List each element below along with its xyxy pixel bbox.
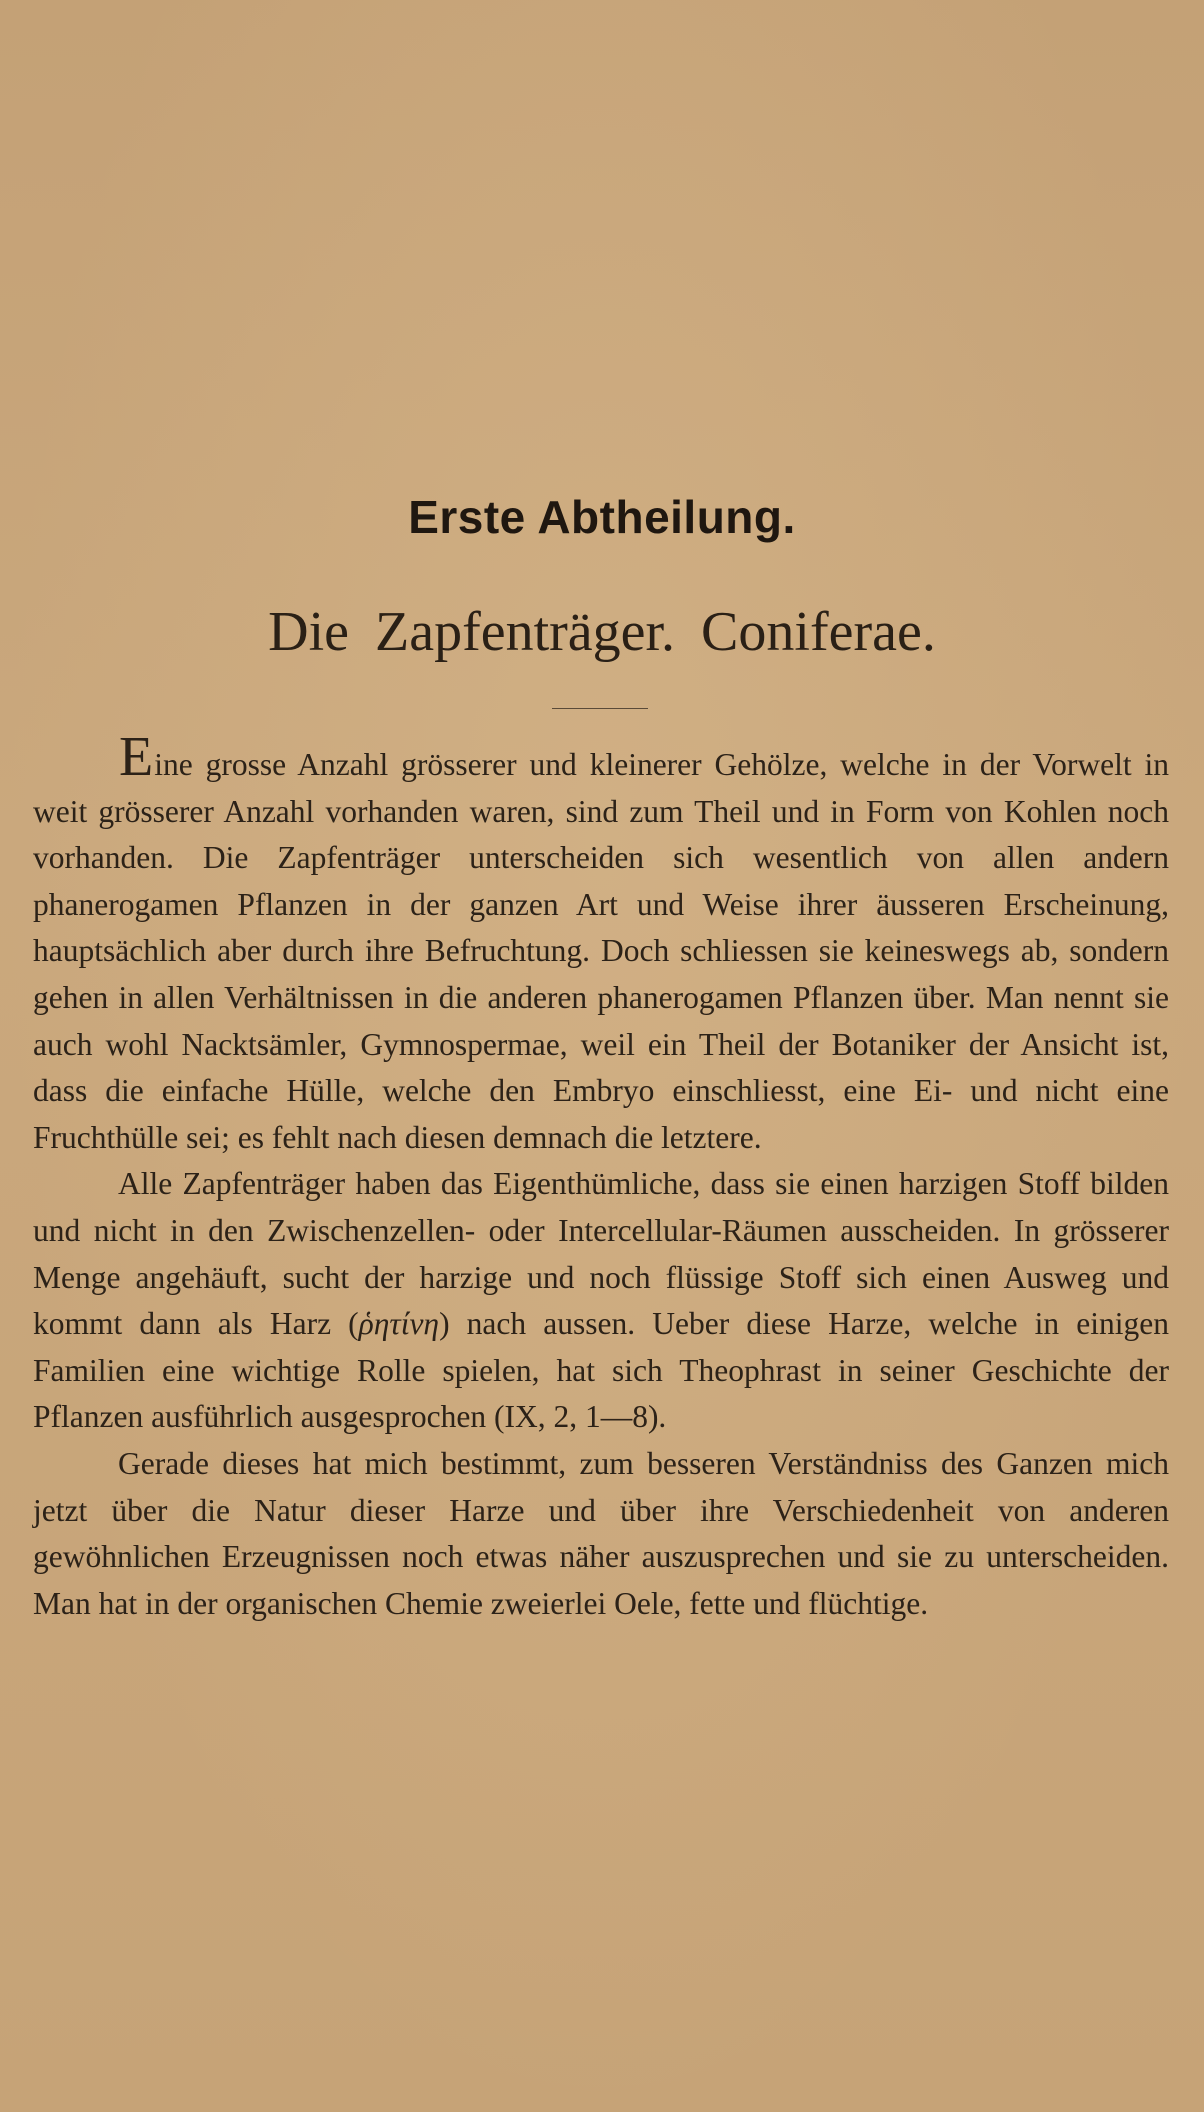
- drop-cap: E: [119, 726, 154, 788]
- paragraph-2-text-before: Alle Zapfenträger haben das Eigenthümliche, dass sie einen harzigen Stoff bilden und nicht in den Zwischenzellen- oder Intercellular-Räumen ausscheiden. In grösserer Menge angehäuft, sucht der harzige und noch flüssige Stoff sich einen Ausweg und kommt dann als Harz (: [33, 1166, 1169, 1342]
- paragraph-3: [33, 1441, 1169, 1627]
- paragraph-2: [33, 1161, 1169, 1441]
- paragraph-3-text: Gerade dieses hat mich bestimmt, zum besseren Verständniss des Ganzen mich jetzt über die Natur dieser Harze und über ihre Verschiedenheit von anderen gewöhnlichen Erzeugnissen noch etwas näher auszusprechen und sie zu unterscheiden. Man hat in der organischen Chemie zweierlei Oele, fette und flüchtige.: [33, 1445, 1169, 1621]
- paragraph-1-text: ine grosse Anzahl grösserer und kleinerer Gehölze, welche in der Vorwelt in weit grösserer Anzahl vorhanden waren, sind zum Theil und in Form von Kohlen noch vorhanden. Die Zapfenträger unterscheiden sich wesentlich von allen andern phanerogamen Pflanzen in der ganzen Art und Weise ihrer äusseren Erscheinung, hauptsächlich aber durch ihre Befruchtung. Doch schliessen sie keineswegs ab, sondern gehen in allen Verhältnissen in die anderen phanerogamen Pflanzen über. Man nennt sie auch wohl Nacktsämler, Gymnospermae, weil ein Theil der Botaniker der Ansicht ist, dass die einfache Hülle, welche den Embryo einschliesst, eine Ei- und nicht eine Fruchthülle sei; es fehlt nach diesen demnach die letztere.: [33, 747, 1169, 1155]
- section-title: Erste Abtheilung.: [408, 491, 796, 543]
- title-divider: [552, 708, 648, 709]
- body-text: [33, 726, 1169, 1627]
- chapter-title: Die Zapfenträger. Coniferae.: [268, 601, 936, 663]
- paragraph-2-text-after: ) nach aussen. Ueber diese Harze, welche in einigen Familien eine wichtige Rolle spielen, hat sich Theophrast in seiner Geschichte der Pflanzen ausführlich ausgesprochen (IX, 2, 1—8).: [33, 1306, 1169, 1435]
- paragraph-1: [33, 726, 1169, 1161]
- greek-word: ῥητίνη: [358, 1306, 440, 1342]
